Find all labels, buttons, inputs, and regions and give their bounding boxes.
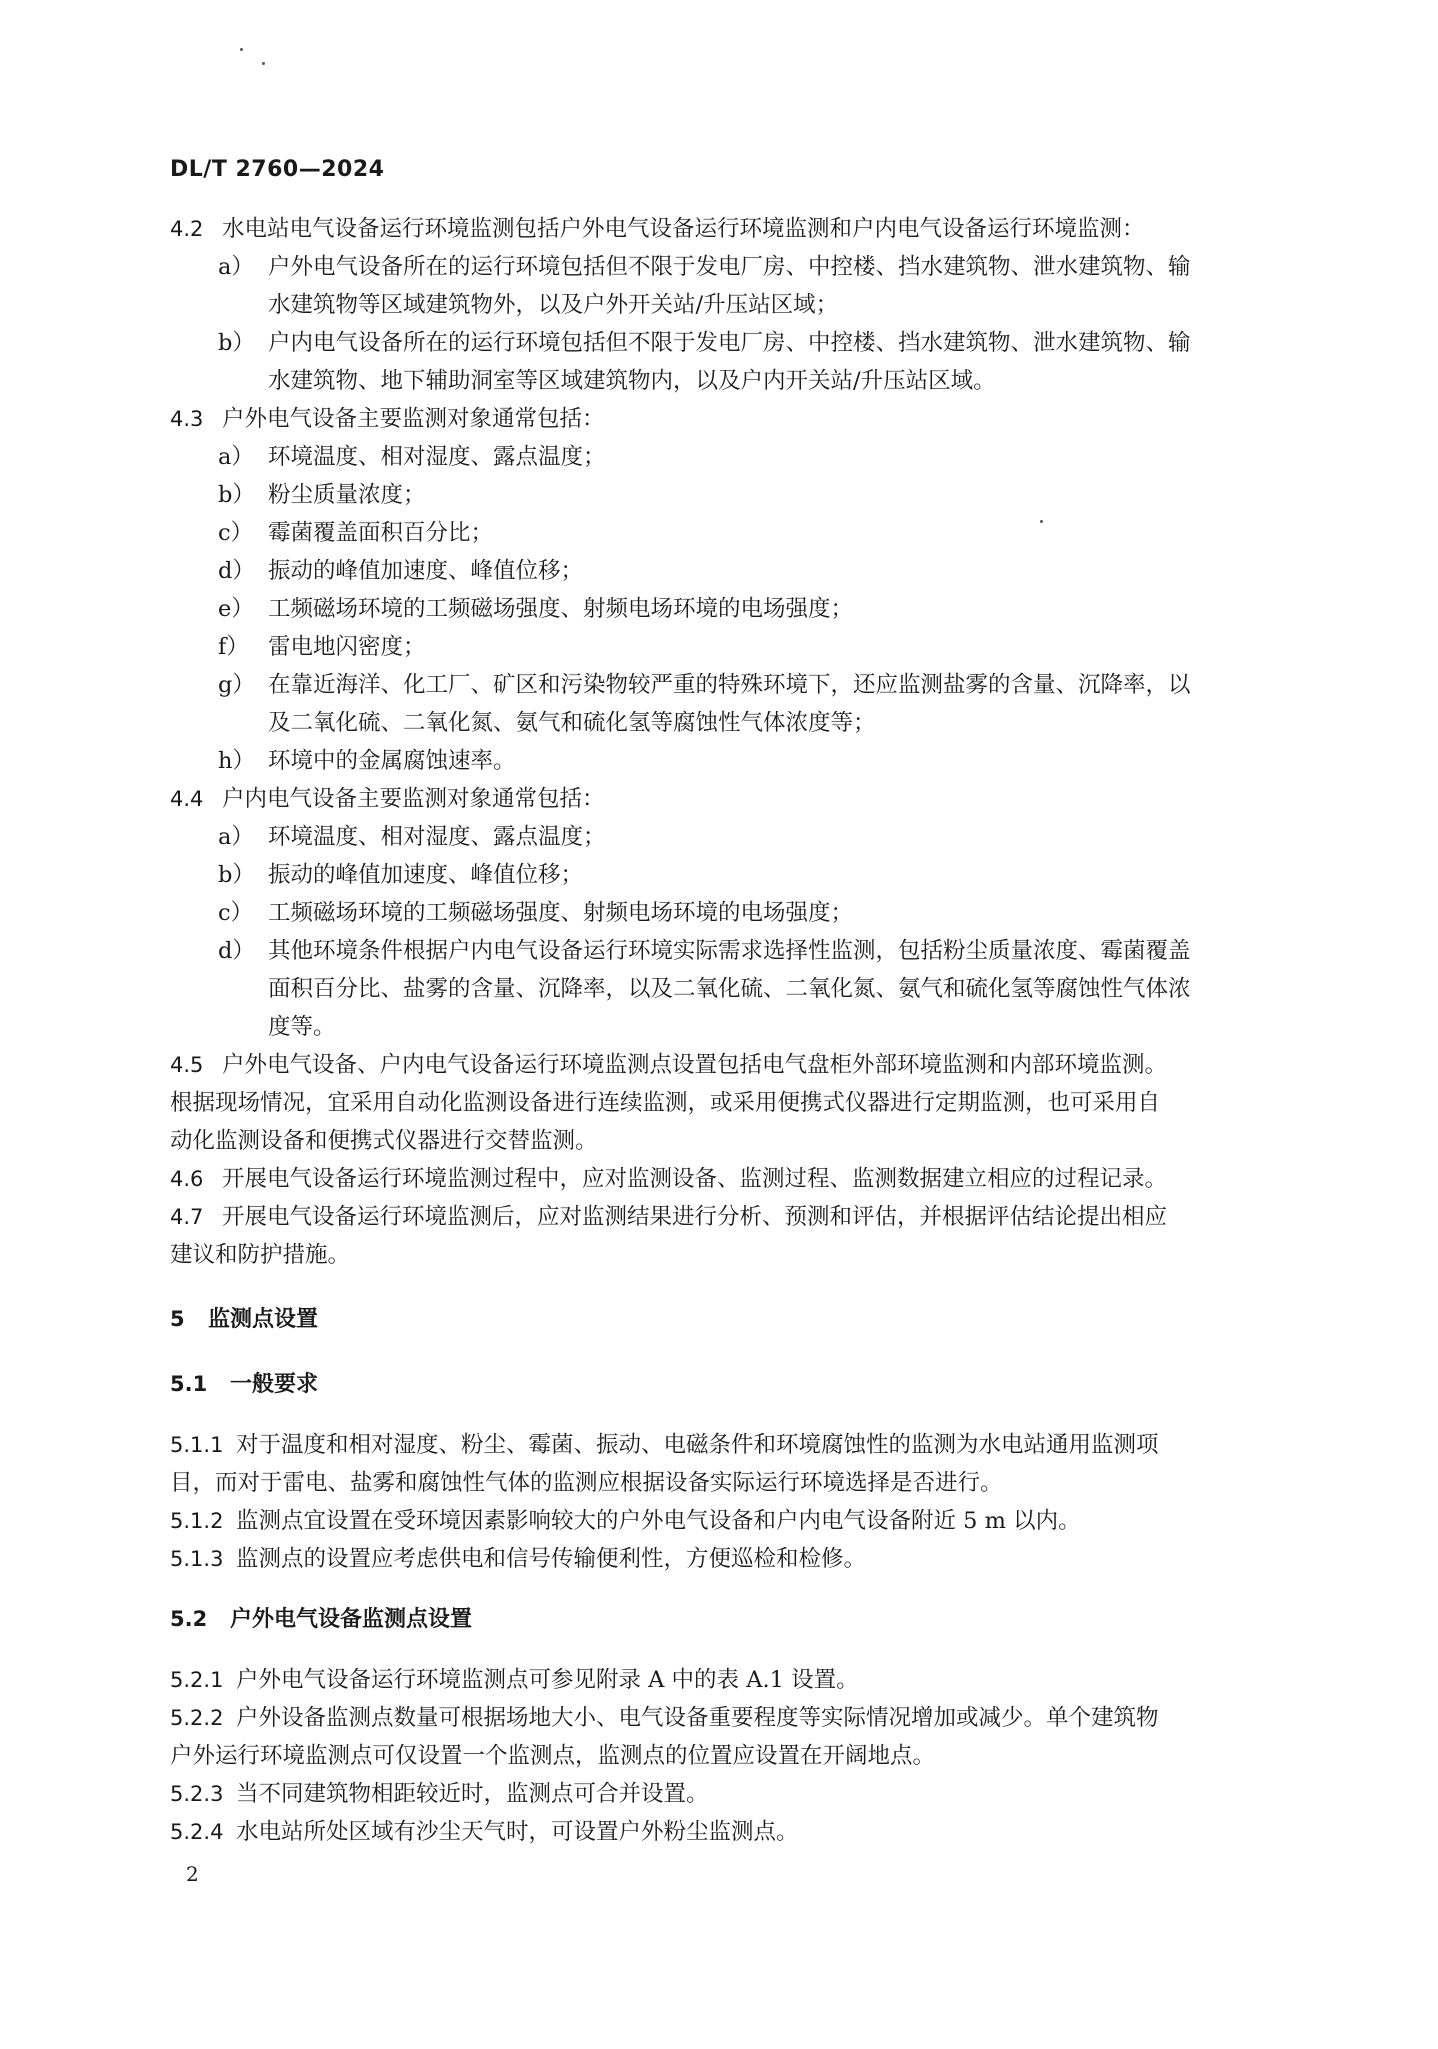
item-text: 户内电气设备所在的运行环境包括但不限于发电厂房、中控楼、挡水建筑物、泄水建筑物、输 bbox=[268, 330, 1191, 356]
item-marker: a） bbox=[218, 824, 254, 850]
clause-text: 开展电气设备运行环境监测后，应对监测结果进行分析、预测和评估，并根据评估结论提出相应 bbox=[222, 1204, 1168, 1230]
item-text: 雷电地闪密度； bbox=[268, 634, 426, 660]
clause-text: 建议和防护措施。 bbox=[170, 1242, 351, 1268]
list-item bbox=[170, 666, 1310, 742]
clause-4-6 bbox=[170, 1160, 1310, 1198]
list-item bbox=[170, 628, 1310, 666]
item-marker: c） bbox=[218, 520, 254, 546]
list-item bbox=[170, 894, 1310, 932]
clause-text: 监测点的设置应考虑供电和信号传输便利性，方便巡检和检修。 bbox=[236, 1546, 867, 1572]
section-title: 监测点设置 bbox=[208, 1307, 319, 1332]
item-text: 水建筑物等区域建筑物外，以及户外开关站/升压站区域； bbox=[268, 292, 839, 318]
clause-number: 4.2 bbox=[170, 217, 204, 241]
standard-code-header: DL/T 2760—2024 bbox=[170, 157, 385, 182]
list-item bbox=[170, 742, 1310, 780]
section-title: 户外电气设备监测点设置 bbox=[230, 1607, 473, 1632]
item-text: 面积百分比、盐雾的含量、沉降率，以及二氧化硫、二氧化氮、氨气和硫化氢等腐蚀性气体浓 bbox=[268, 976, 1191, 1002]
list-item bbox=[170, 552, 1310, 590]
clause-number: 5.2.3 bbox=[170, 1782, 224, 1806]
list-item bbox=[170, 818, 1310, 856]
section-title: 一般要求 bbox=[230, 1372, 319, 1397]
list-item bbox=[170, 514, 1310, 552]
clause-4-5 bbox=[170, 1046, 1310, 1160]
clause-4-4 bbox=[170, 780, 1310, 818]
clause-5-2-1 bbox=[170, 1661, 1310, 1699]
clause-number: 4.7 bbox=[170, 1205, 204, 1229]
item-text: 粉尘质量浓度； bbox=[268, 482, 426, 508]
item-text: 振动的峰值加速度、峰值位移； bbox=[268, 862, 584, 888]
clause-text: 水电站所处区域有沙尘天气时，可设置户外粉尘监测点。 bbox=[236, 1819, 799, 1845]
clause-number: 5.2.2 bbox=[170, 1706, 224, 1730]
item-text: 环境温度、相对湿度、露点温度； bbox=[268, 444, 606, 470]
scan-speck bbox=[240, 48, 243, 51]
list-item bbox=[170, 248, 1310, 324]
scan-speck bbox=[262, 62, 265, 65]
clause-number: 4.3 bbox=[170, 407, 204, 431]
item-marker: b） bbox=[218, 330, 255, 356]
clause-5-1-3 bbox=[170, 1540, 1310, 1578]
list-item bbox=[170, 856, 1310, 894]
list-item bbox=[170, 590, 1310, 628]
clause-number: 5.1.2 bbox=[170, 1509, 224, 1533]
item-text: 工频磁场环境的工频磁场强度、射频电场环境的电场强度； bbox=[268, 596, 854, 622]
document-body bbox=[170, 210, 1310, 1851]
clause-number: 4.6 bbox=[170, 1167, 204, 1191]
clause-number: 5.1.3 bbox=[170, 1547, 224, 1571]
item-text: 工频磁场环境的工频磁场强度、射频电场环境的电场强度； bbox=[268, 900, 854, 926]
item-text: 其他环境条件根据户内电气设备运行环境实际需求选择性监测，包括粉尘质量浓度、霉菌覆盖 bbox=[268, 938, 1191, 964]
clause-number: 4.5 bbox=[170, 1053, 204, 1077]
clause-text: 户内电气设备主要监测对象通常包括： bbox=[222, 786, 605, 812]
clause-number: 5.2.1 bbox=[170, 1668, 224, 1692]
clause-5-2-2 bbox=[170, 1699, 1310, 1775]
item-text: 环境温度、相对湿度、露点温度； bbox=[268, 824, 606, 850]
clause-5-1-2 bbox=[170, 1502, 1310, 1540]
list-item bbox=[170, 476, 1310, 514]
clause-4-3 bbox=[170, 400, 1310, 438]
section-5-heading bbox=[170, 1300, 1310, 1339]
clause-5-2-3 bbox=[170, 1775, 1310, 1813]
item-text: 户外电气设备所在的运行环境包括但不限于发电厂房、中控楼、挡水建筑物、泄水建筑物、输 bbox=[268, 254, 1191, 280]
item-text: 及二氧化硫、二氧化氮、氨气和硫化氢等腐蚀性气体浓度等； bbox=[268, 710, 876, 736]
clause-number: 5.1.1 bbox=[170, 1433, 224, 1457]
clause-text: 目，而对于雷电、盐雾和腐蚀性气体的监测应根据设备实际运行环境选择是否进行。 bbox=[170, 1470, 1003, 1496]
clause-text: 动化监测设备和便携式仪器进行交替监测。 bbox=[170, 1128, 598, 1154]
item-text: 在靠近海洋、化工厂、矿区和污染物较严重的特殊环境下，还应监测盐雾的含量、沉降率，以 bbox=[268, 672, 1191, 698]
item-text: 水建筑物、地下辅助洞室等区域建筑物内，以及户内开关站/升压站区域。 bbox=[268, 368, 996, 394]
page-number: 2 bbox=[186, 1862, 199, 1886]
item-marker: h） bbox=[218, 748, 255, 774]
clause-number: 4.4 bbox=[170, 787, 204, 811]
clause-4-2 bbox=[170, 210, 1310, 248]
item-marker: a） bbox=[218, 254, 254, 280]
clause-text: 监测点宜设置在受环境因素影响较大的户外电气设备和户内电气设备附近 5 m 以内。 bbox=[236, 1508, 1081, 1534]
item-marker: g） bbox=[218, 672, 255, 698]
clause-text: 户外电气设备主要监测对象通常包括： bbox=[222, 406, 605, 432]
item-text: 振动的峰值加速度、峰值位移； bbox=[268, 558, 584, 584]
clause-text: 开展电气设备运行环境监测过程中，应对监测设备、监测过程、监测数据建立相应的过程记录。 bbox=[222, 1166, 1168, 1192]
section-number: 5 bbox=[170, 1307, 185, 1331]
clause-5-1-1 bbox=[170, 1426, 1310, 1502]
item-marker: c） bbox=[218, 900, 254, 926]
item-marker: d） bbox=[218, 938, 255, 964]
list-item bbox=[170, 438, 1310, 476]
clause-text: 户外电气设备运行环境监测点可参见附录 A 中的表 A.1 设置。 bbox=[236, 1667, 859, 1693]
section-number: 5.2 bbox=[170, 1607, 208, 1631]
item-text: 环境中的金属腐蚀速率。 bbox=[268, 748, 516, 774]
item-text: 霉菌覆盖面积百分比； bbox=[268, 520, 494, 546]
clause-text: 根据现场情况，宜采用自动化监测设备进行连续监测，或采用便携式仪器进行定期监测，也可采用自 bbox=[170, 1090, 1161, 1116]
item-marker: b） bbox=[218, 482, 255, 508]
item-text: 度等。 bbox=[268, 1014, 336, 1040]
clause-number: 5.2.4 bbox=[170, 1820, 224, 1844]
section-5-1-heading bbox=[170, 1365, 1310, 1404]
item-marker: d） bbox=[218, 558, 255, 584]
item-marker: e） bbox=[218, 596, 254, 622]
clause-text: 户外运行环境监测点可仅设置一个监测点，监测点的位置应设置在开阔地点。 bbox=[170, 1743, 936, 1769]
item-marker: f） bbox=[218, 634, 249, 660]
clause-4-7 bbox=[170, 1198, 1310, 1274]
clause-text: 水电站电气设备运行环境监测包括户外电气设备运行环境监测和户内电气设备运行环境监测： bbox=[222, 216, 1145, 242]
section-number: 5.1 bbox=[170, 1372, 208, 1396]
clause-5-2-4 bbox=[170, 1813, 1310, 1851]
clause-text: 户外电气设备、户内电气设备运行环境监测点设置包括电气盘柜外部环境监测和内部环境监测。 bbox=[222, 1052, 1168, 1078]
list-item bbox=[170, 324, 1310, 400]
list-item bbox=[170, 932, 1310, 1046]
clause-text: 对于温度和相对湿度、粉尘、霉菌、振动、电磁条件和环境腐蚀性的监测为水电站通用监测项 bbox=[236, 1432, 1159, 1458]
section-5-2-heading bbox=[170, 1600, 1310, 1639]
item-marker: a） bbox=[218, 444, 254, 470]
clause-text: 当不同建筑物相距较近时，监测点可合并设置。 bbox=[236, 1781, 709, 1807]
item-marker: b） bbox=[218, 862, 255, 888]
clause-text: 户外设备监测点数量可根据场地大小、电气设备重要程度等实际情况增加或减少。单个建筑物 bbox=[236, 1705, 1159, 1731]
